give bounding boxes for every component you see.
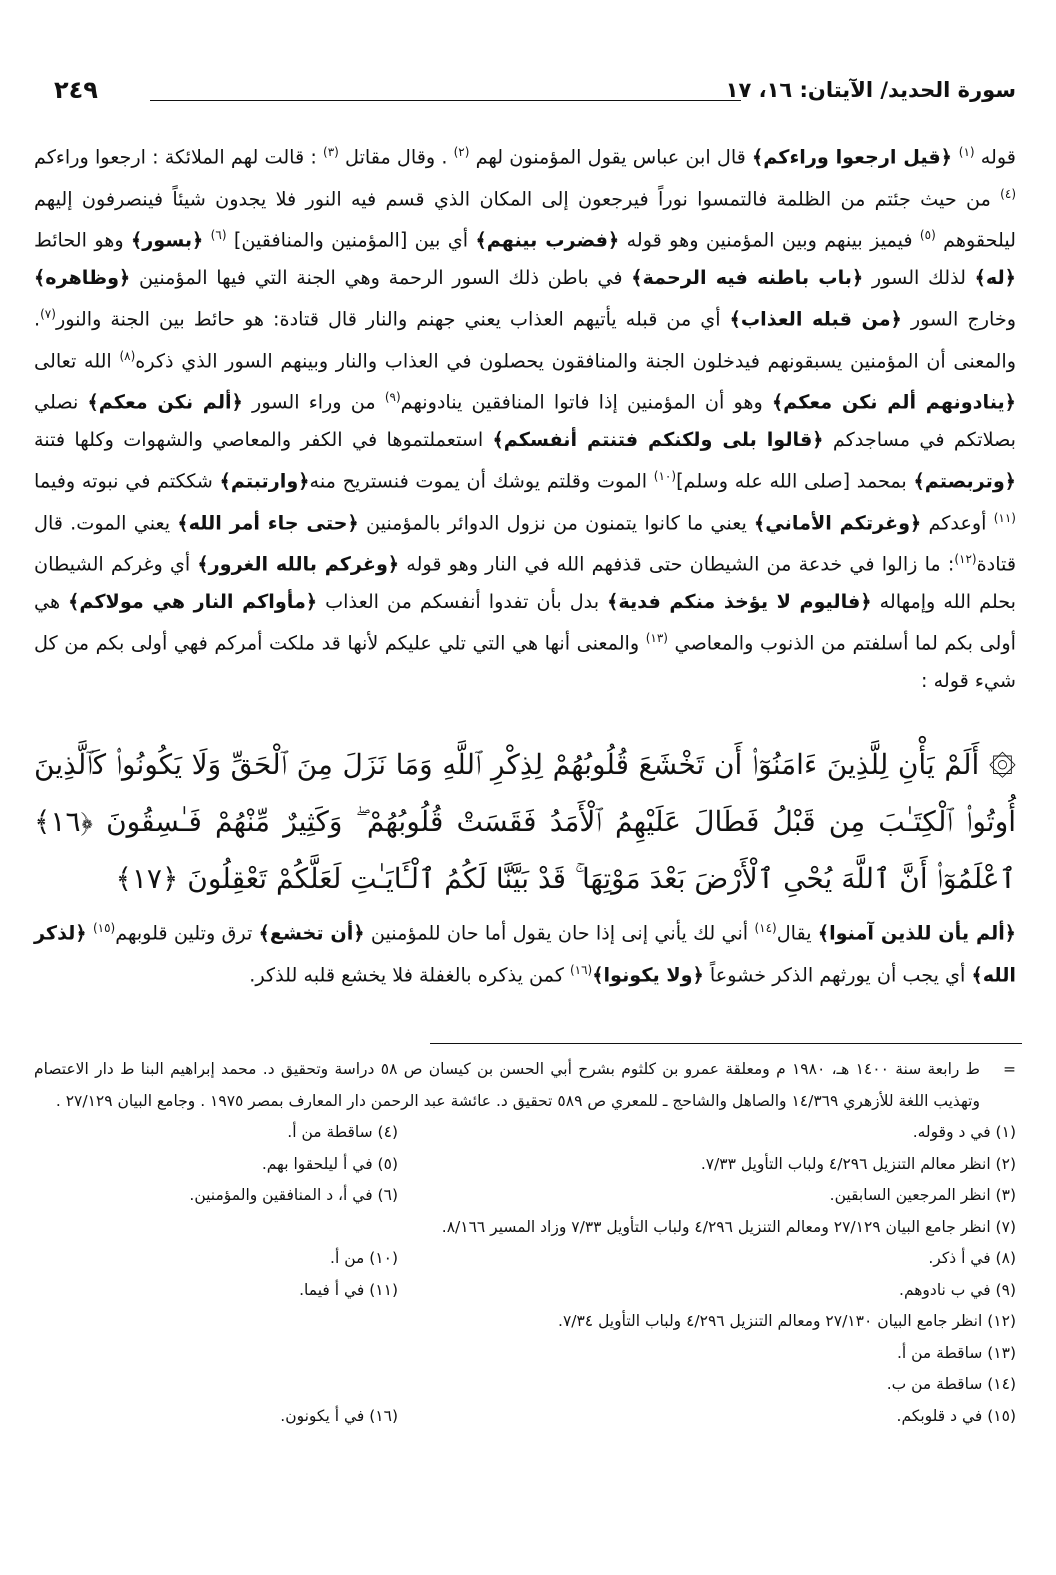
text-run: الموت وقلتم يوشك أن يموت فنستريح منه [309, 469, 654, 493]
footnote-ref: (١٤) [754, 921, 777, 935]
footnote-list [34, 1117, 1016, 1432]
text-run: الله تعالى [34, 348, 120, 372]
footnote-row [34, 1243, 1016, 1275]
quoted-phrase: ﴿ألم يأن للذين آمنوا﴾ [817, 921, 1017, 945]
quoted-phrase: ﴿قالوا بلى ولكنكم فتنتم أنفسكم﴾ [492, 427, 824, 451]
quoted-phrase: ﴿فاليوم لا يؤخذ منكم فدية﴾ [607, 589, 872, 613]
quoted-phrase: ﴿وغركم بالله الغرور﴾ [197, 552, 400, 576]
quoted-phrase: ﴿بسور﴾ [131, 228, 204, 252]
quoted-phrase: ﴿لذكر الله﴾ [34, 921, 1016, 986]
text-run: في باطن ذلك السور الرحمة وهي الجنة التي فيها المؤمنين [130, 265, 632, 289]
text-run: قوله [974, 145, 1016, 169]
footnote-item: (٢) انظر معالم التنزيل ٤/٢٩٦ ولباب التأويل ٧/٣٣. [700, 1154, 1016, 1173]
text-run: أوعدكم [921, 510, 994, 534]
text-run: لذلك السور [863, 265, 975, 289]
footnote-item: (٦) في أ، د المنافقين والمؤمنين. [189, 1186, 398, 1204]
footnote-ref: (٧) [40, 306, 56, 321]
footnote-ref: (١٠) [653, 468, 677, 483]
footnote-item: (١٦) في أ يكونون. [280, 1406, 398, 1425]
footnote-ref: (١٣) [645, 630, 668, 645]
quoted-phrase: ﴿مأواكم النار هي مولاكم﴾ [68, 589, 318, 613]
footnote-ref: (١٦) [569, 962, 593, 977]
text-run: والمعنى أنها هي التي تلي عليكم لأنها قد ملكت أمركم فهي أولى بكم من كل شيء قوله : [34, 631, 1016, 692]
footnote-row [34, 1117, 1016, 1149]
footnote-row [34, 1275, 1016, 1307]
footnote-item: (٨) في أ ذكر. [928, 1249, 1016, 1267]
footnote-row [34, 1338, 1016, 1370]
footnote-item: (١٤) ساقطة من ب. [886, 1375, 1016, 1393]
footnote-item: (٩) في ب نادوهم. [899, 1280, 1016, 1299]
quoted-phrase: ﴿أن تخشع﴾ [258, 921, 365, 945]
text-run: يعني الموت. قال قتادة [34, 510, 1017, 576]
continuation-marker: = [1003, 1060, 1016, 1078]
footnote-ref: (٣) [323, 145, 339, 159]
quoted-phrase: ﴿حتى جاء أمر الله﴾ [177, 510, 359, 534]
footnote-ref: (٢) [453, 145, 470, 159]
verse-explanation [34, 910, 1016, 993]
footnote-item: (٣) انظر المرجعين السابقين. [829, 1186, 1016, 1204]
text-run: وهو الحائط [34, 228, 131, 252]
footnote-continuation-text: ط رابعة سنة ١٤٠٠ هـ، ١٩٨٠ م ومعلقة عمرو بن كلثوم بشرح أبي الحسن بن كيسان ص ٥٨ دراسة وتحقيق د. محمد إبراهيم البنا ط دار الاعتصام وتهذيب اللغة للأزهري ١٤/٣٦٩ والصاهل والشاحج ـ للمعري ص ٥٨٩ تحقيق د. عائشة عبد الرحمن دار المعارف بمصر ١٩٧٥ . وجامع البيان ٢٧/١٢٩ . [34, 1060, 981, 1110]
text-run: يعني ما كانوا يتمنون من نزول الدوائر بالمؤمنين [358, 510, 755, 534]
commentary-body [34, 134, 1016, 699]
text-run: وخارج السور [901, 307, 1016, 331]
commentary-paragraph [34, 134, 1016, 699]
text-run: كمن يذكره بالغفلة فلا يخشع قلبه للذكر. [249, 962, 570, 986]
footnote-item: (١٥) في د قلوبكم. [896, 1406, 1016, 1425]
footnote-ref: (٤) [1000, 186, 1016, 201]
text-run: ترق وتلين قلوبهم [115, 921, 259, 945]
footnote-ref: (٦) [210, 228, 227, 243]
text-run: : قالت لهم الملائكة : ارجعوا وراءكم [34, 145, 324, 169]
quoted-phrase: ﴿ولا يكونوا﴾ [592, 962, 704, 986]
quoted-phrase: ﴿ألم نكن معكم﴾ [87, 390, 243, 414]
text-run: شككتم في نبوته وفيما [34, 469, 220, 493]
text-run: استعملتموها في الكفر والمعاصي والشهوات وكلها فتنة [34, 427, 493, 451]
footnote-ref: (١٥) [92, 921, 116, 935]
page-number: ٢٤٩ [54, 76, 98, 104]
quoted-phrase: ﴿وظاهره﴾ [34, 265, 131, 289]
footnote-row [34, 1212, 1016, 1244]
running-title: سورة الحديد/ الآيتان: ١٦، ١٧ [725, 78, 1016, 102]
footnote-ref: (٥) [919, 228, 936, 243]
text-run: . والمعنى أن المؤمنين يسبقونهم فيدخلون الجنة والمنافقون يحصلون في العذاب والنار وبينهم السور الذي ذكره [34, 307, 1017, 372]
footnote-ref: (٩) [384, 390, 401, 405]
quoted-phrase: ﴿وتربصتم﴾ [913, 469, 1016, 493]
footnote-item: (٧) انظر جامع البيان ٢٧/١٢٩ ومعالم التنزيل ٤/٢٩٦ ولباب التأويل ٧/٣٣ وزاد المسير ٨/١٦٦. [441, 1217, 1016, 1236]
footnote-ref: (١٢) [954, 552, 977, 567]
text-run: من وراء السور [242, 390, 385, 414]
footnote-row [34, 1306, 1016, 1338]
footnote-row [34, 1401, 1016, 1433]
footnote-continuation [34, 1054, 1016, 1117]
text-run: بمحمد [صلى الله عله وسلم] [676, 469, 914, 493]
text-run: أني لك يأني إنى إذا حان يقول أما حان للمؤمنين [364, 921, 755, 945]
quoted-phrase: ﴿قيل ارجعوا وراءكم﴾ [752, 145, 959, 169]
footnote-item: (١) في د وقوله. [912, 1123, 1016, 1141]
footnote-row [34, 1180, 1016, 1212]
page-header [40, 78, 1016, 118]
footnote-item: (١٣) ساقطة من أ. [896, 1343, 1016, 1362]
text-run: نصلي بصلاتكم في مساجدكم [34, 390, 1016, 451]
footnotes [34, 1054, 1016, 1432]
footnote-ref: (١١) [993, 510, 1016, 525]
footnote-row [34, 1149, 1016, 1181]
text-run: قال ابن عباس يقول المؤمنون لهم [469, 145, 753, 169]
footnote-ref: (٨) [119, 348, 136, 363]
footnote-item: (٤) ساقطة من أ. [287, 1123, 398, 1141]
text-run [203, 229, 210, 252]
text-run: أي وغركم الشيطان بحلم الله وإمهاله [34, 552, 1016, 613]
footnote-item: (٥) في أ ليلحقوا بهم. [261, 1154, 398, 1173]
header-rule [150, 100, 741, 101]
quoted-phrase: ﴿من قبله العذاب﴾ [729, 307, 902, 331]
text-run: بدل بأن تفدوا أنفسكم من العذاب [317, 589, 608, 613]
text-run: وهو أن المؤمنين إذا فاتوا المنافقين ينادونهم [400, 390, 772, 414]
quoted-phrase: ﴿ينادونهم ألم نكن معكم﴾ [771, 390, 1016, 414]
quoted-phrase: ﴿وارتبتم﴾ [219, 469, 310, 493]
text-run: أي بين [المؤمنين والمنافقين] [226, 228, 476, 252]
footnote-ref: (١) [958, 145, 975, 159]
quoted-phrase: ﴿باب باطنه فيه الرحمة﴾ [631, 265, 864, 289]
text-run: أي يجب أن يورثهم الذكر خشوعاً [703, 962, 972, 986]
footnote-item: (١٠) من أ. [330, 1249, 398, 1267]
footnote-row [34, 1369, 1016, 1401]
footnote-rule [430, 1043, 1022, 1044]
text-run: . وقال مقاتل [338, 145, 454, 169]
quran-verse: ۞ أَلَمْ يَأْنِ لِلَّذِينَ ءَامَنُوٓا۟ أَن تَخْشَعَ قُلُوبُهُمْ لِذِكْرِ ٱللَّهِ وَمَا نَزَلَ مِنَ ٱلْحَقِّ وَلَا يَكُونُوا۟ كَٱلَّذِينَ أُوتُوا۟ ٱلْكِتَـٰبَ مِن قَبْلُ فَطَالَ عَلَيْهِمُ ٱلْأَمَدُ فَقَسَتْ قُلُوبُهُمْ ۖ وَكَثِيرٌ مِّنْهُمْ فَـٰسِقُونَ ﴿١٦﴾ ٱعْلَمُوٓا۟ أَنَّ ٱللَّهَ يُحْىِ ٱلْأَرْضَ بَعْدَ مَوْتِهَا ۚ قَدْ بَيَّنَّا لَكُمُ ٱلْـَٔايَـٰتِ لَعَلَّكُمْ تَعْقِلُونَ ﴿١٧﴾ [34, 748, 1016, 895]
quoted-phrase: ﴿له﴾ [974, 265, 1016, 289]
text-run: هي أولى بكم لما أسلفتم من الذنوب والمعاصي [34, 589, 1016, 655]
text-run: يقال [776, 921, 818, 945]
text-run: : ما زالوا في خدعة من الشيطان حتى قذفهم الله في النار وهو قوله [399, 552, 955, 576]
footnote-item: (١١) في أ فيما. [299, 1280, 398, 1299]
quoted-phrase: ﴿وغرتكم الأماني﴾ [754, 510, 922, 534]
quoted-phrase: ﴿فضرب بينهم﴾ [475, 228, 620, 252]
footnote-item: (١٢) انظر جامع البيان ٢٧/١٣٠ ومعالم التنزيل ٤/٢٩٦ ولباب التأويل ٧/٣٤. [558, 1312, 1016, 1330]
text-run: أي من قبله يأتيهم العذاب يعني جهنم والنار قال قتادة: هو حائط بين الجنة والنور [55, 307, 730, 331]
text-run: من حيث جئتم من الظلمة فالتمسوا نوراً فيرجعون إلى المكان الذي قسم فيه النور فلا يجدون شيئاً فينصرفون إليهم ليلحقوهم [34, 186, 1016, 252]
text-run: فيميز بينهم وبين المؤمنين وهو قوله [619, 228, 920, 252]
